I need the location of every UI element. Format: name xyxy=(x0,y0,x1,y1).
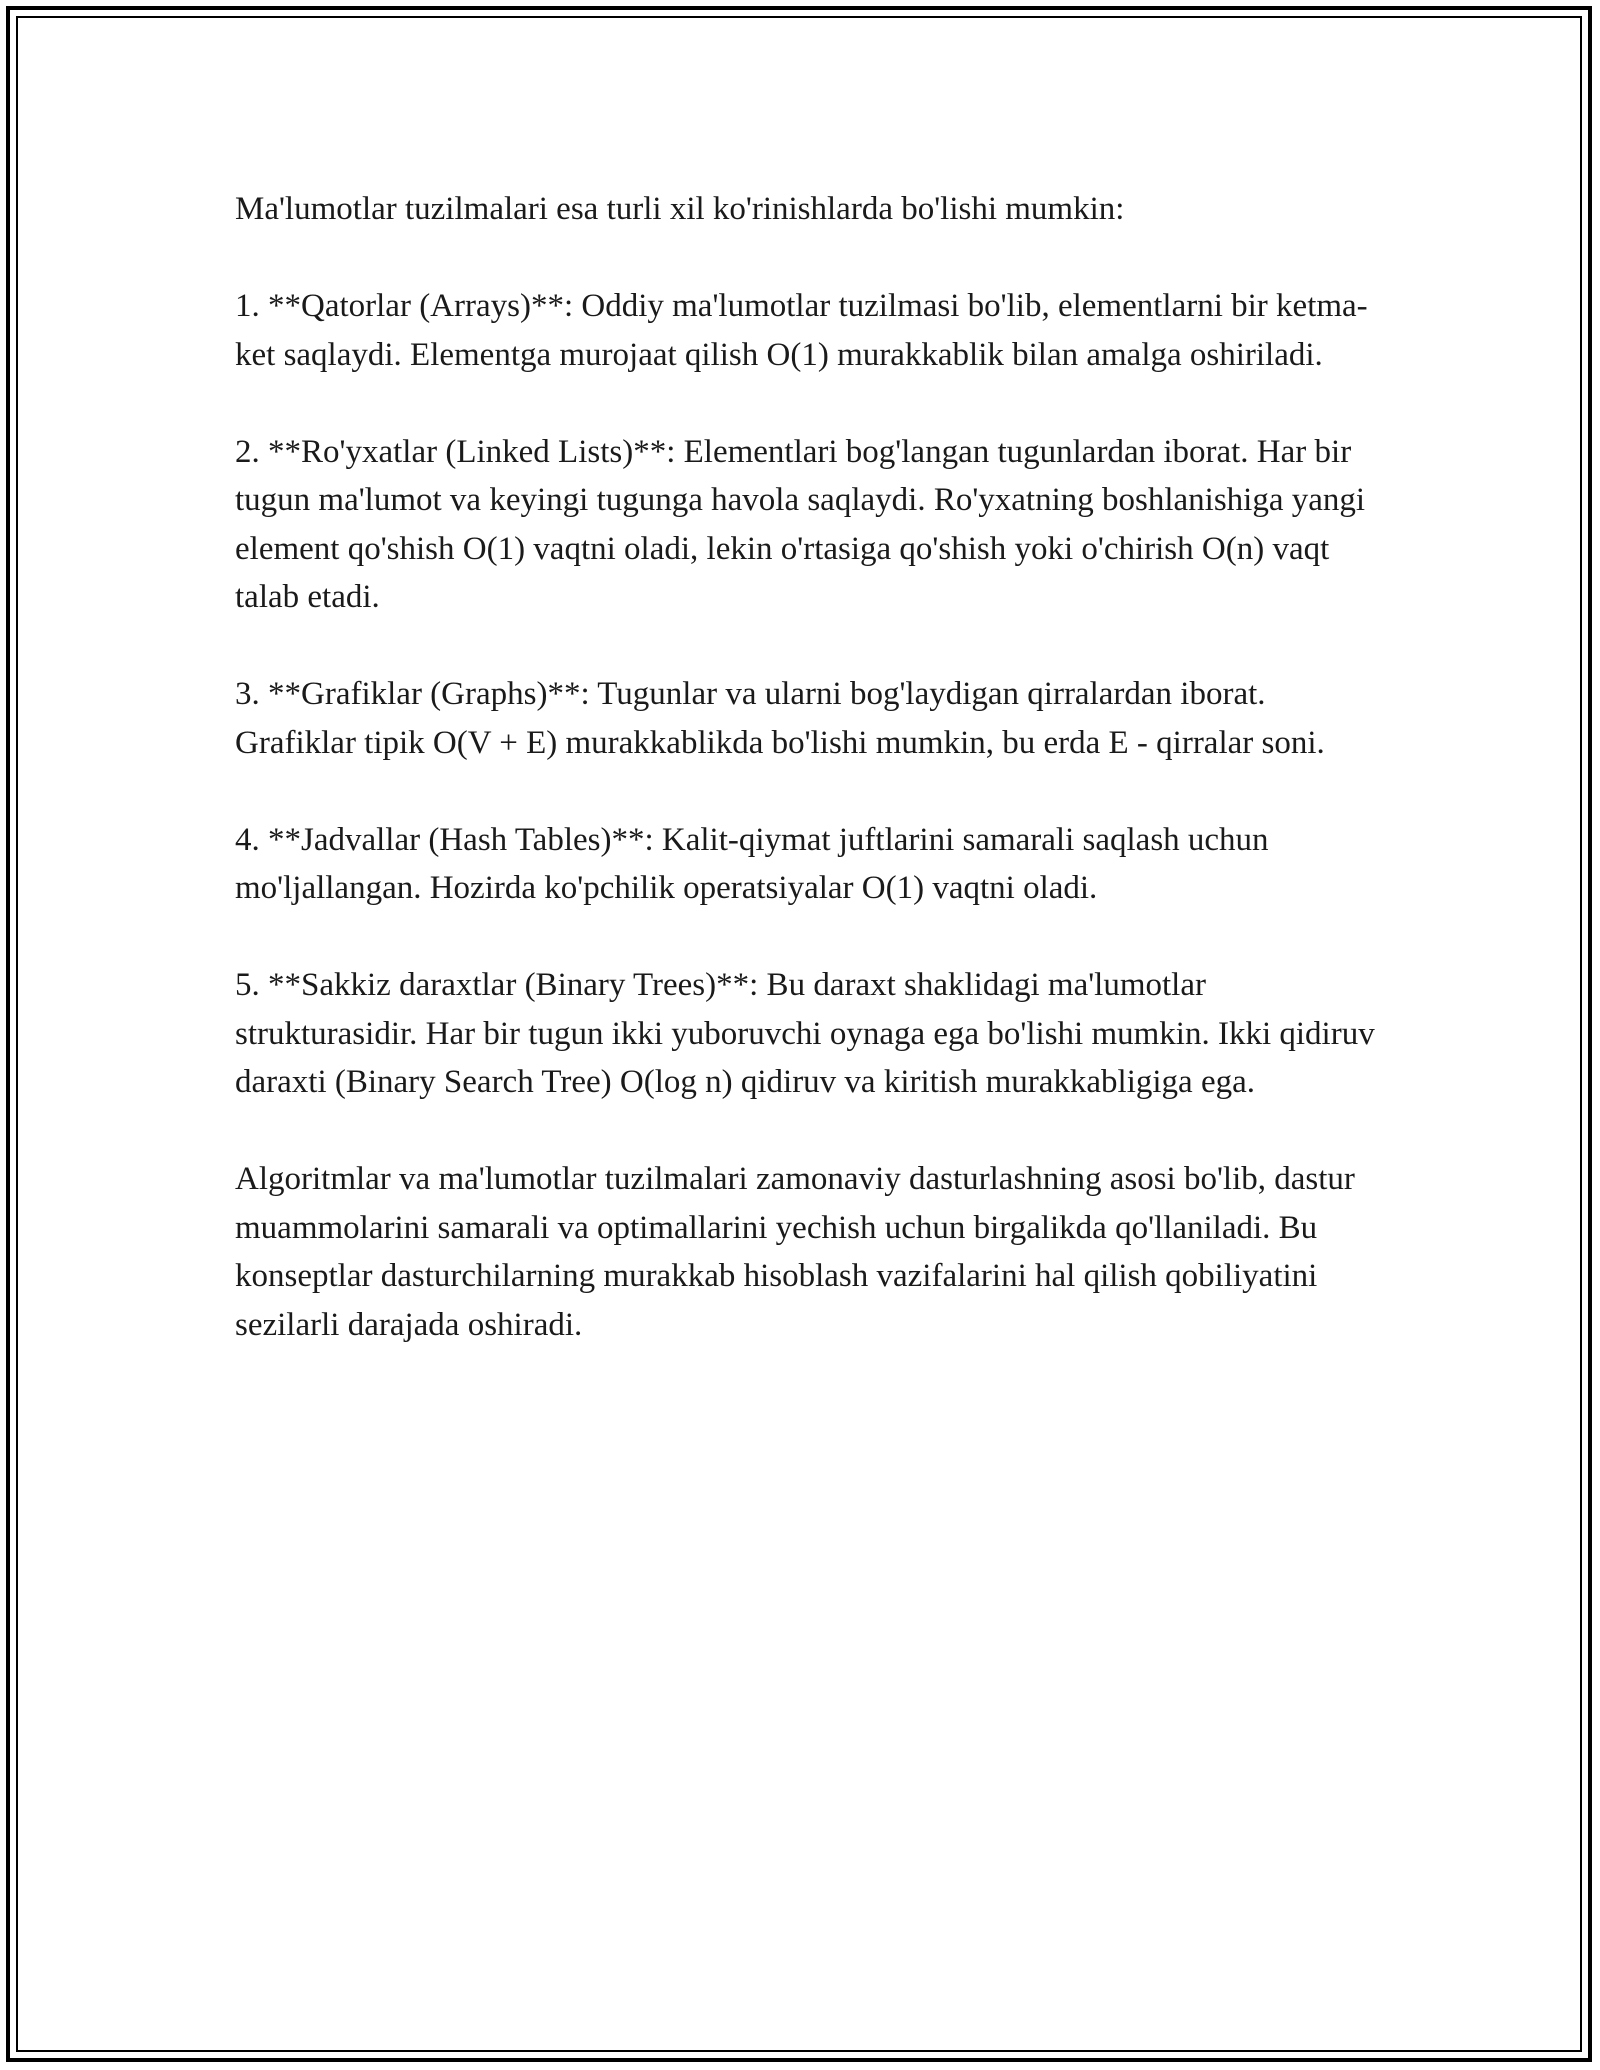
list-item-binary-trees: 5. **Sakkiz daraxtlar (Binary Trees)**: Bu daraxt shaklidagi ma'lumotlar strukturasidir. Har bir tugun ikki yuboruvchi oynaga ega bo'lishi mumkin. Ikki qidiruv daraxti (Binary Search Tree) O(log n) qidiruv va kiritish murakkabligiga ega. xyxy=(235,967,1375,1100)
conclusion-paragraph: Algoritmlar va ma'lumotlar tuzilmalari zamonaviy dasturlashning asosi bo'lib, dastur muammolarini samarali va optimallarini yechish uchun birgalikda qo'llaniladi. Bu konseptlar dasturchilarning murakkab hisoblash vazifalarini hal qilish qobiliyatini sezilarli darajada oshiradi. xyxy=(235,1161,1355,1343)
intro-paragraph: Ma'lumotlar tuzilmalari esa turli xil ko'rinishlarda bo'lishi mumkin: xyxy=(235,191,1125,227)
list-item-arrays: 1. **Qatorlar (Arrays)**: Oddiy ma'lumotlar tuzilmasi bo'lib, elementlarni bir ketma-ket saqlaydi. Elementga murojaat qilish O(1) murakkablik bilan amalga oshiriladi. xyxy=(235,288,1368,373)
list-item-linked-lists: 2. **Ro'yxatlar (Linked Lists)**: Elementlari bog'langan tugunlardan iborat. Har bir tugun ma'lumot va keyingi tugunga havola saqlaydi. Ro'yxatning boshlanishiga yangi element qo'shish O(1) vaqtni oladi, lekin o'rtasiga qo'shish yoki o'chirish O(n) vaqt talab etadi. xyxy=(235,433,1366,615)
list-item-graphs: 3. **Grafiklar (Graphs)**: Tugunlar va ularni bog'laydigan qirralardan iborat. Grafiklar tipik O(V + E) murakkablikda bo'lishi mumkin, bu erda E - qirralar soni. xyxy=(235,676,1325,761)
document-body xyxy=(235,185,1375,1398)
list-item-hash-tables: 4. **Jadvallar (Hash Tables)**: Kalit-qiymat juftlarini samarali saqlash uchun mo'ljallangan. Hozirda ko'pchilik operatsiyalar O(1) vaqtni oladi. xyxy=(235,821,1269,906)
